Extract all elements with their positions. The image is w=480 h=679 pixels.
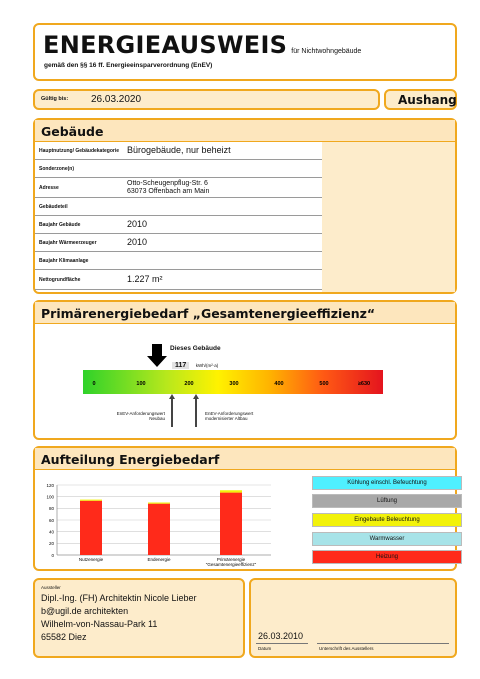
issuer-label: Aussteller: [41, 585, 61, 590]
building-row: [35, 252, 322, 270]
y-tick-label: 0: [51, 552, 54, 558]
ref-old-arrow: [193, 394, 199, 427]
building-row-label: Baujahr Wärmeerzeuger: [39, 239, 97, 246]
primary-energy-section: [33, 300, 457, 440]
legend-item: Kühlung einschl. Befeuchtung: [312, 476, 462, 490]
building-row: [35, 142, 322, 160]
issuer-line: 65582 Diez: [41, 632, 87, 642]
distribution-section: [33, 446, 457, 571]
legend-item: Warmwasser: [312, 532, 462, 546]
legend-item: Eingebaute Beleuchtung: [312, 513, 462, 527]
scale-tick-label: 400: [274, 381, 284, 387]
x-tick-label: "Gesamtenergieeffizienz": [205, 562, 257, 567]
scale-tick-label: 300: [229, 381, 239, 387]
marker-label: Dieses Gebäude: [170, 345, 221, 352]
building-row-label: Baujahr Klimaanlage: [39, 257, 89, 264]
regulation-text: gemäß den §§ 16 ff. Energieeinsparverordnung (EnEV): [44, 62, 213, 69]
marker-value: 117: [172, 362, 189, 369]
posting-label: Aushang: [398, 93, 457, 107]
building-row: [35, 216, 322, 234]
legend-item: Heizung: [312, 550, 462, 564]
scale-tick-label: 500: [319, 381, 329, 387]
y-tick-label: 100: [46, 494, 54, 500]
marker-arrow: [147, 344, 167, 367]
building-section-title: Gebäude: [35, 120, 455, 142]
building-image-area: [322, 142, 455, 292]
validity-box: [33, 89, 380, 110]
building-row-value: 2010: [127, 219, 148, 229]
bar-heizung: [148, 504, 170, 555]
signature-date: 26.03.2010: [258, 631, 304, 641]
bar-heizung: [220, 493, 242, 555]
bar-eingebaute-beleuchtung: [220, 490, 242, 492]
document-title: ENERGIEAUSWEIS: [43, 31, 288, 59]
ref-new-arrow: [169, 394, 175, 427]
signature-box: [249, 578, 457, 658]
signature-date-label: Datum: [258, 646, 272, 651]
issuer-line: Wilhelm-von-Nassau-Park 11: [41, 619, 158, 629]
y-tick-label: 60: [48, 517, 54, 523]
marker-value-group: [172, 354, 218, 372]
building-row-label: Sonderzone(n): [39, 165, 74, 172]
scale-tick-label: 200: [184, 381, 194, 387]
efficiency-scale: [35, 326, 455, 438]
y-tick-label: 20: [48, 541, 54, 547]
primary-energy-title: Primärenergiebedarf „Gesamtenergieeffizienz“: [35, 302, 455, 324]
building-row: [35, 178, 322, 198]
building-table: [35, 142, 322, 294]
scale-tick-label: 100: [136, 381, 146, 387]
issuer-line: Dipl.-Ing. (FH) Architektin Nicole Lieber: [41, 593, 197, 603]
validity-label: Gültig bis:: [41, 96, 69, 102]
bar-eingebaute-beleuchtung: [148, 503, 170, 504]
issuer-line: b@ugil.de architekten: [41, 606, 129, 616]
address-line: Otto-Scheugenpflug-Str. 6: [127, 179, 208, 187]
building-row-label: Adresse: [39, 184, 59, 191]
scale-tick-label: 0: [92, 381, 96, 387]
y-tick-label: 80: [48, 506, 54, 512]
signature-line-sign: [317, 643, 449, 644]
document-title-suffix: für Nichtwohngebäude: [291, 48, 362, 55]
building-row-value: Bürogebäude, nur beheizt: [127, 145, 231, 155]
marker-unit: kWh/(m²·a): [195, 363, 219, 368]
scale-tick-label: ≥630: [357, 381, 371, 387]
building-row-value: 2010: [127, 237, 148, 247]
building-section: [33, 118, 457, 294]
building-row-label: Gebäudeteil: [39, 203, 68, 210]
building-row: [35, 270, 322, 290]
distribution-chart: [35, 471, 275, 569]
signature-sign-label: Unterschrift des Ausstellers: [319, 646, 374, 651]
legend-item: Lüftung: [312, 494, 462, 508]
posting-box: [384, 89, 457, 110]
x-tick-label: Nutzenergie: [78, 557, 104, 562]
x-tick-label: Primärenergie: [216, 557, 246, 562]
header-box: [33, 23, 457, 81]
building-row-value: [127, 178, 209, 197]
distribution-title: Aufteilung Energiebedarf: [35, 448, 455, 470]
bar-heizung: [80, 501, 102, 555]
building-row-value: 1.227 m²: [127, 274, 163, 284]
building-row: [35, 160, 322, 178]
building-row: [35, 198, 322, 216]
y-tick-label: 120: [46, 482, 54, 488]
bar-eingebaute-beleuchtung: [80, 500, 102, 501]
issuer-box: [33, 578, 245, 658]
y-tick-label: 40: [48, 529, 54, 535]
building-row-label: Baujahr Gebäude: [39, 221, 81, 228]
building-row: [35, 234, 322, 252]
address-line: 63073 Offenbach am Main: [127, 187, 210, 195]
ref-new-label: EnEV-Anforderungswert Neubau: [116, 411, 165, 421]
building-row-label: Nettogrundfläche: [39, 276, 81, 283]
ref-old-label: EnEV-Anforderungswert modernisierter Altbau: [205, 411, 254, 421]
building-row-label: Hauptnutzung/ Gebäudekategorie: [39, 147, 120, 154]
validity-date: 26.03.2020: [91, 94, 142, 105]
x-tick-label: Endenergie: [147, 557, 171, 562]
signature-line-date: [256, 643, 308, 644]
